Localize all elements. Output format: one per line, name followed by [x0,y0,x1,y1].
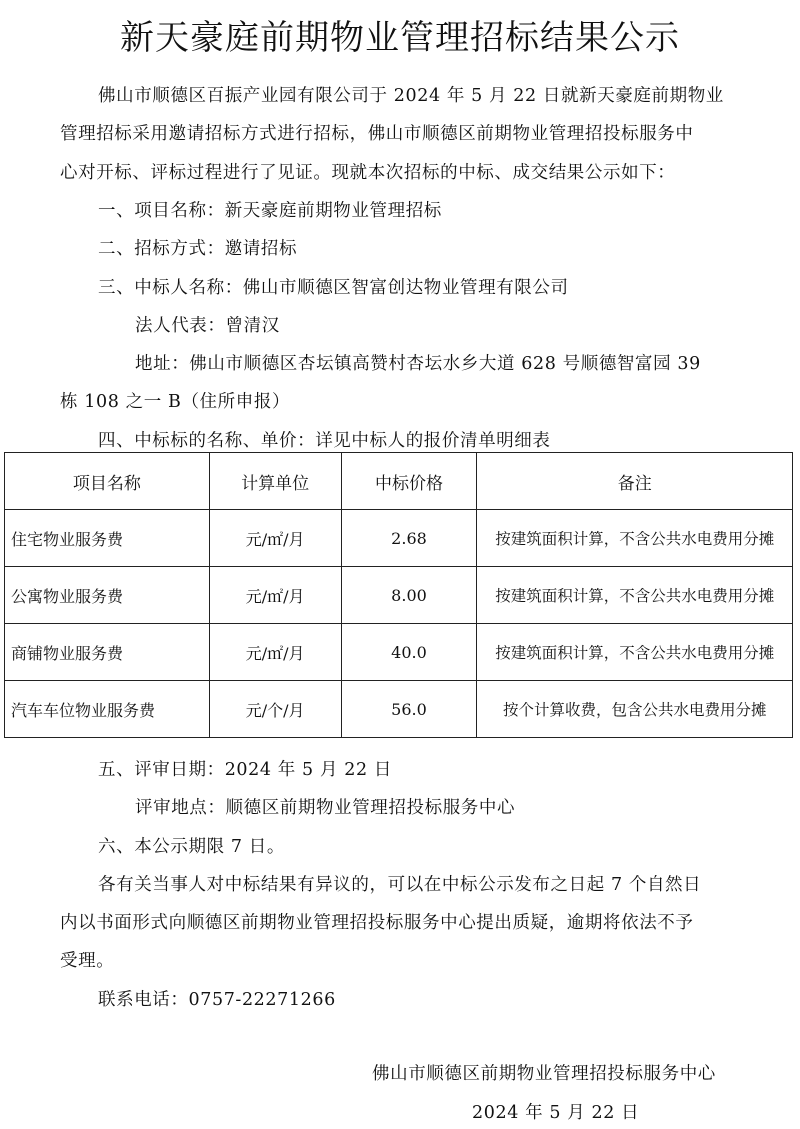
project-name: 一、项目名称：新天豪庭前期物业管理招标 [98,201,442,221]
issue-date: 2024 年 5 月 22 日 [472,1103,640,1123]
cell-unit: 元/㎡/月 [209,624,341,681]
table-row [5,624,793,681]
cell-remark: 按建筑面积计算，不含公共水电费用分摊 [477,624,793,681]
cell-price: 2.68 [341,510,477,567]
review-date: 五、评审日期：2024 年 5 月 22 日 [98,760,392,780]
cell-price: 8.00 [341,567,477,624]
cell-price: 56.0 [341,681,477,738]
cell-price: 40.0 [341,624,477,681]
cell-remark: 按建筑面积计算，不含公共水电费用分摊 [477,510,793,567]
cell-item-name: 住宅物业服务费 [5,510,210,567]
review-place: 评审地点：顺德区前期物业管理招投标服务中心 [135,798,516,818]
page-title: 新天豪庭前期物业管理招标结果公示 [120,18,680,58]
header-price: 中标价格 [341,453,477,510]
objection-line: 各有关当事人对中标结果有异议的，可以在中标公示发布之日起 7 个自然日 [98,875,702,895]
cell-remark: 按建筑面积计算，不含公共水电费用分摊 [477,567,793,624]
header-item-name: 项目名称 [5,453,210,510]
cell-item-name: 汽车车位物业服务费 [5,681,210,738]
objection-line: 受理。 [60,951,115,971]
objection-line: 内以书面形式向顺德区前期物业管理招投标服务中心提出质疑，逾期将依法不予 [60,913,694,933]
table-row [5,567,793,624]
bid-price-table [4,452,793,738]
intro-line: 心对开标、评标过程进行了见证。现就本次招标的中标、成交结果公示如下： [60,163,676,183]
cell-item-name: 商铺物业服务费 [5,624,210,681]
table-row [5,510,793,567]
cell-item-name: 公寓物业服务费 [5,567,210,624]
legal-representative: 法人代表：曾清汉 [135,316,280,336]
contact-phone: 联系电话：0757-22271266 [98,990,336,1010]
intro-line: 管理招标采用邀请招标方式进行招标，佛山市顺德区前期物业管理招投标服务中 [60,124,694,144]
table-row [5,681,793,738]
cell-unit: 元/㎡/月 [209,567,341,624]
tender-method: 二、招标方式：邀请招标 [98,239,298,259]
cell-remark: 按个计算收费，包含公共水电费用分摊 [477,681,793,738]
header-remark: 备注 [477,453,793,510]
intro-line: 佛山市顺德区百振产业园有限公司于 2024 年 5 月 22 日就新天豪庭前期物业 [98,86,724,106]
bid-item-heading: 四、中标标的名称、单价：详见中标人的报价清单明细表 [98,431,551,451]
cell-unit: 元/个/月 [209,681,341,738]
issuer-signature: 佛山市顺德区前期物业管理招投标服务中心 [372,1064,716,1084]
address-line: 栋 108 之一 B（住所申报） [60,392,291,412]
winner-name: 三、中标人名称：佛山市顺德区智富创达物业管理有限公司 [98,278,569,298]
table-header-row [5,453,793,510]
address-line: 地址：佛山市顺德区杏坛镇高赞村杏坛水乡大道 628 号顺德智富园 39 [135,354,701,374]
notice-period: 六、本公示期限 7 日。 [98,837,285,857]
cell-unit: 元/㎡/月 [209,510,341,567]
header-unit: 计算单位 [209,453,341,510]
